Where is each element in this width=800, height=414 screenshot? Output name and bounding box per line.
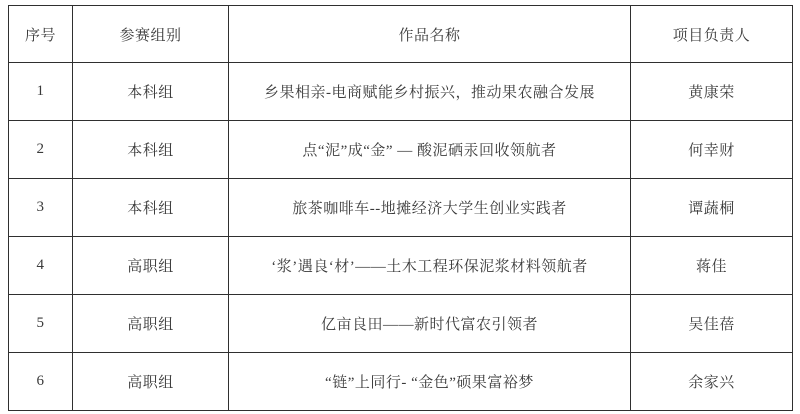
table-row bbox=[9, 237, 793, 295]
cell-project-leader: 谭蔬桐 bbox=[631, 179, 793, 237]
cell-work-name: 点“泥”成“金” — 酸泥硒汞回收领航者 bbox=[229, 121, 631, 179]
header-project-leader: 项目负责人 bbox=[631, 6, 793, 63]
cell-serial-number: 4 bbox=[9, 237, 73, 295]
cell-serial-number: 6 bbox=[9, 353, 73, 411]
table-row bbox=[9, 63, 793, 121]
table-header bbox=[9, 6, 793, 63]
cell-competition-group: 本科组 bbox=[73, 179, 229, 237]
cell-competition-group: 高职组 bbox=[73, 353, 229, 411]
cell-project-leader: 蒋佳 bbox=[631, 237, 793, 295]
cell-project-leader: 黄康荣 bbox=[631, 63, 793, 121]
table-row bbox=[9, 179, 793, 237]
competition-entries-table bbox=[8, 5, 793, 411]
cell-serial-number: 5 bbox=[9, 295, 73, 353]
header-serial-number: 序号 bbox=[9, 6, 73, 63]
cell-work-name: 乡果相亲-电商赋能乡村振兴，推动果农融合发展 bbox=[229, 63, 631, 121]
cell-work-name: ‘浆’遇良‘材’——土木工程环保泥浆材料领航者 bbox=[229, 237, 631, 295]
table-row bbox=[9, 295, 793, 353]
cell-serial-number: 3 bbox=[9, 179, 73, 237]
cell-competition-group: 高职组 bbox=[73, 295, 229, 353]
cell-work-name: “链”上同行- “金色”硕果富裕梦 bbox=[229, 353, 631, 411]
cell-project-leader: 余家兴 bbox=[631, 353, 793, 411]
header-competition-group: 参赛组别 bbox=[73, 6, 229, 63]
cell-serial-number: 2 bbox=[9, 121, 73, 179]
table-body bbox=[9, 63, 793, 411]
table-row bbox=[9, 353, 793, 411]
cell-project-leader: 吴佳蓓 bbox=[631, 295, 793, 353]
cell-work-name: 亿亩良田——新时代富农引领者 bbox=[229, 295, 631, 353]
cell-serial-number: 1 bbox=[9, 63, 73, 121]
header-work-name: 作品名称 bbox=[229, 6, 631, 63]
table-row bbox=[9, 121, 793, 179]
header-row bbox=[9, 6, 793, 63]
cell-work-name: 旅茶咖啡车--地摊经济大学生创业实践者 bbox=[229, 179, 631, 237]
cell-competition-group: 本科组 bbox=[73, 63, 229, 121]
cell-competition-group: 本科组 bbox=[73, 121, 229, 179]
cell-project-leader: 何幸财 bbox=[631, 121, 793, 179]
cell-competition-group: 高职组 bbox=[73, 237, 229, 295]
